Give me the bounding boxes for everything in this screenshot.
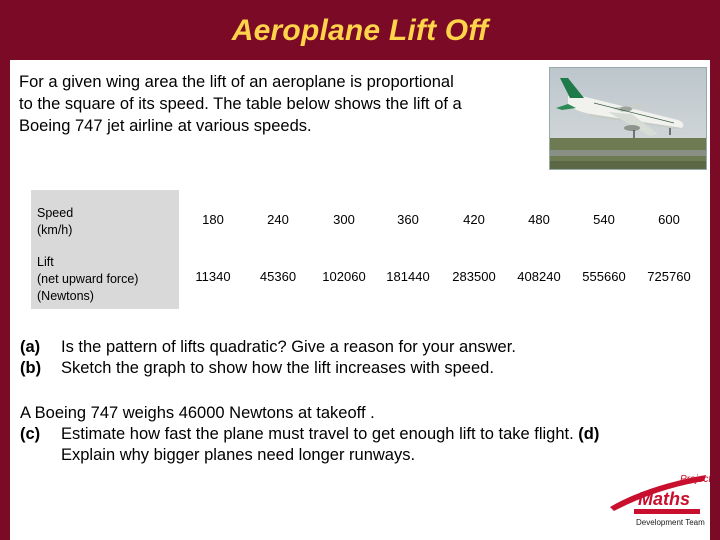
weight-statement: A Boeing 747 weighs 46000 Newtons at takeoff . — [20, 404, 375, 422]
logo-maths-text: Maths — [638, 489, 691, 509]
lift-cell: 283500 — [452, 269, 496, 284]
lift-header-line: Lift — [37, 255, 54, 269]
question-a-text: Is the pattern of lifts quadratic? Give a reason for your answer. — [61, 338, 516, 356]
speed-row — [31, 190, 697, 250]
lift-cell: 45360 — [259, 269, 297, 284]
project-maths-logo — [608, 467, 710, 533]
intro-paragraph — [19, 71, 539, 137]
logo-subtitle-text: Development Team — [636, 518, 705, 527]
content-panel — [10, 60, 710, 540]
speed-cell: 240 — [267, 212, 289, 227]
speed-cell: 480 — [528, 212, 550, 227]
lift-cell: 181440 — [386, 269, 430, 284]
speed-header-line: Speed — [37, 206, 74, 220]
speed-cell: 300 — [333, 212, 355, 227]
speed-cell: 600 — [658, 212, 680, 227]
question-a-label: (a) — [20, 338, 41, 356]
question-d-text: Explain why bigger planes need longer runways. — [61, 446, 416, 464]
question-c-label: (c) — [20, 425, 41, 443]
question-b-label: (b) — [20, 359, 42, 377]
question-c-line — [61, 424, 599, 445]
lift-cell: 725760 — [647, 269, 691, 284]
speed-header-line: (km/h) — [37, 223, 73, 237]
question-b-text: Sketch the graph to show how the lift increases with speed. — [61, 359, 494, 377]
lift-cell: 11340 — [195, 269, 231, 284]
lift-header-line: (net upward force) — [37, 272, 139, 286]
lift-cell: 102060 — [322, 269, 366, 284]
lift-table — [31, 188, 697, 314]
page-title: Aeroplane Lift Off — [231, 14, 489, 47]
intro-line: Boeing 747 jet airline at various speeds. — [19, 117, 312, 135]
intro-line: to the square of its speed. The table below shows the lift of a — [19, 95, 462, 113]
speed-cell: 360 — [397, 212, 419, 227]
question-d-label: (d) — [578, 425, 600, 443]
intro-line: For a given wing area the lift of an aeroplane is proportional — [19, 73, 454, 91]
lift-row — [31, 254, 697, 314]
speed-header — [31, 190, 179, 250]
speed-cell: 180 — [202, 212, 224, 227]
logo-project-text: Project — [680, 474, 710, 485]
speed-cell: 420 — [463, 212, 485, 227]
lift-header — [31, 249, 179, 309]
lift-header-line: (Newtons) — [37, 289, 94, 303]
speed-cell: 540 — [593, 212, 615, 227]
aeroplane-photo — [549, 67, 707, 170]
lift-cell: 408240 — [517, 269, 561, 284]
lift-cell: 555660 — [582, 269, 626, 284]
question-c-text: Estimate how fast the plane must travel to get enough lift to take flight. — [61, 425, 574, 443]
